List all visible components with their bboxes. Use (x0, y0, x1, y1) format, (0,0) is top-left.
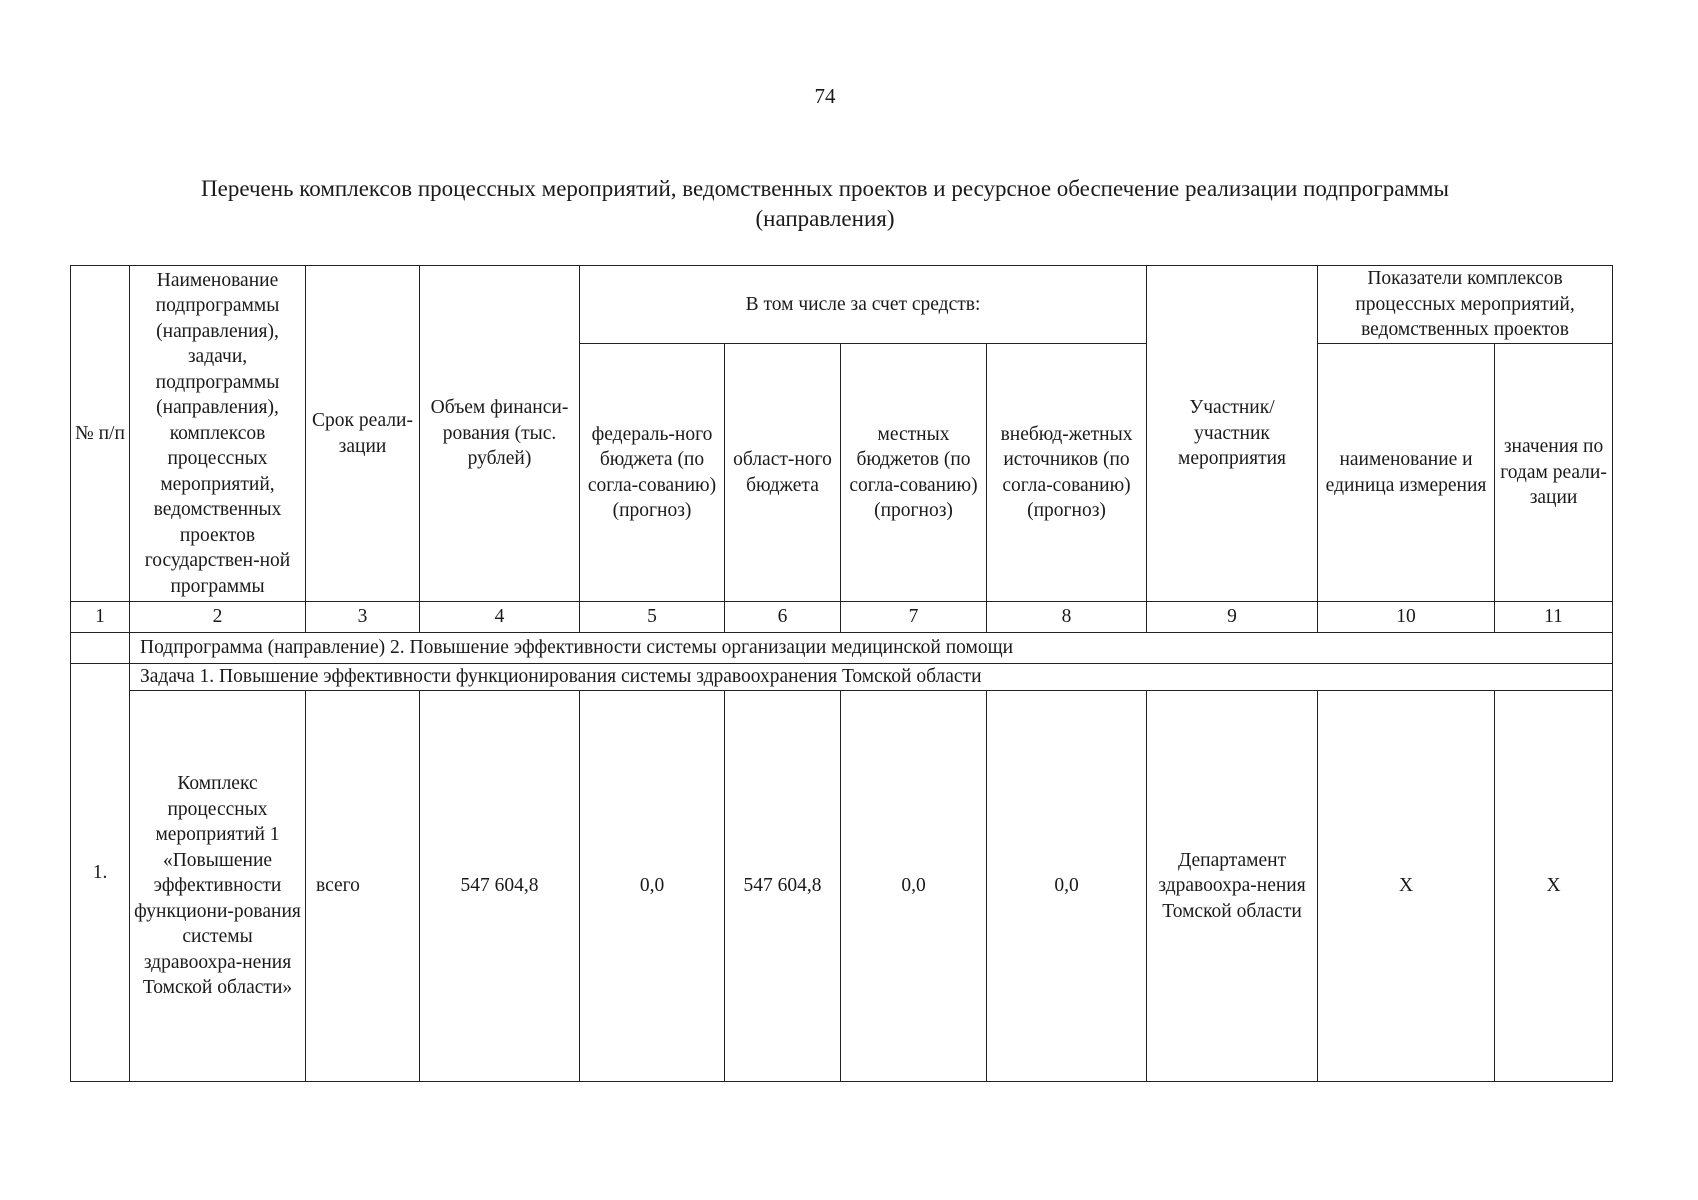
task-title: Задача 1. Повышение эффективности функционирования системы здравоохранения Томской области (130, 664, 1613, 691)
header-indicators: Показатели комплексов процессных мероприятий, ведомственных проектов (1318, 266, 1613, 344)
column-number: 9 (1147, 602, 1318, 633)
row-num: 1. (71, 664, 130, 1082)
title-line-1: Перечень комплексов процессных мероприятий, ведомственных проектов и ресурсное обеспечение реализации подпрограммы (201, 176, 1449, 201)
row-name: Комплекс процессных мероприятий 1 «Повышение эффективности функциони-рования системы здравоохра-нения Томской области» (130, 691, 306, 1082)
row-indicator-name: Х (1318, 691, 1495, 1082)
header-including: В том числе за счет средств: (580, 266, 1147, 344)
table-row (71, 691, 1613, 1082)
row-federal: 0,0 (580, 691, 725, 1082)
row-term: всего (306, 691, 420, 1082)
column-number: 7 (841, 602, 987, 633)
column-number: 6 (725, 602, 841, 633)
page-number: 74 (814, 84, 836, 108)
header-federal: федераль-ного бюджета (по согла-сованию) (прогноз) (580, 344, 725, 602)
row-local: 0,0 (841, 691, 987, 1082)
task-row (71, 664, 1613, 691)
column-number: 11 (1495, 602, 1613, 633)
header-extra: внебюд-жетных источников (по согла-сованию) (прогноз) (987, 344, 1147, 602)
document-title (70, 174, 1580, 234)
header-indicator-name: наименование и единица измерения (1318, 344, 1495, 602)
title-line-2: (направления) (755, 206, 895, 231)
row-participant: Департамент здравоохра-нения Томской области (1147, 691, 1318, 1082)
row-regional: 547 604,8 (725, 691, 841, 1082)
subprogram-title: Подпрограмма (направление) 2. Повышение эффективности системы организации медицинской помощи (130, 633, 1613, 664)
row-indicator-values: Х (1495, 691, 1613, 1082)
column-number: 4 (420, 602, 580, 633)
header-indicator-values: значения по годам реали-зации (1495, 344, 1613, 602)
header-row-1 (71, 266, 1613, 344)
subprogram-row (71, 633, 1613, 664)
row-volume: 547 604,8 (420, 691, 580, 1082)
header-local: местных бюджетов (по согла-сованию) (прогноз) (841, 344, 987, 602)
resource-table (70, 265, 1613, 1082)
header-regional: област-ного бюджета (725, 344, 841, 602)
header-name: Наименование подпрограммы (направления), задачи, подпрограммы (направления), комплексов процессных мероприятий, ведомственных проектов государствен-ной программы (130, 266, 306, 602)
column-number: 8 (987, 602, 1147, 633)
header-num: № п/п (71, 266, 130, 602)
column-number: 3 (306, 602, 420, 633)
header-volume: Объем финанси-рования (тыс. рублей) (420, 266, 580, 602)
column-number: 1 (71, 602, 130, 633)
subprogram-num-cell (71, 633, 130, 664)
column-number: 2 (130, 602, 306, 633)
header-term: Срок реали-зации (306, 266, 420, 602)
row-extra: 0,0 (987, 691, 1147, 1082)
header-participant: Участник/ участник мероприятия (1147, 266, 1318, 602)
column-number: 5 (580, 602, 725, 633)
column-numbers-row (71, 602, 1613, 633)
column-number: 10 (1318, 602, 1495, 633)
